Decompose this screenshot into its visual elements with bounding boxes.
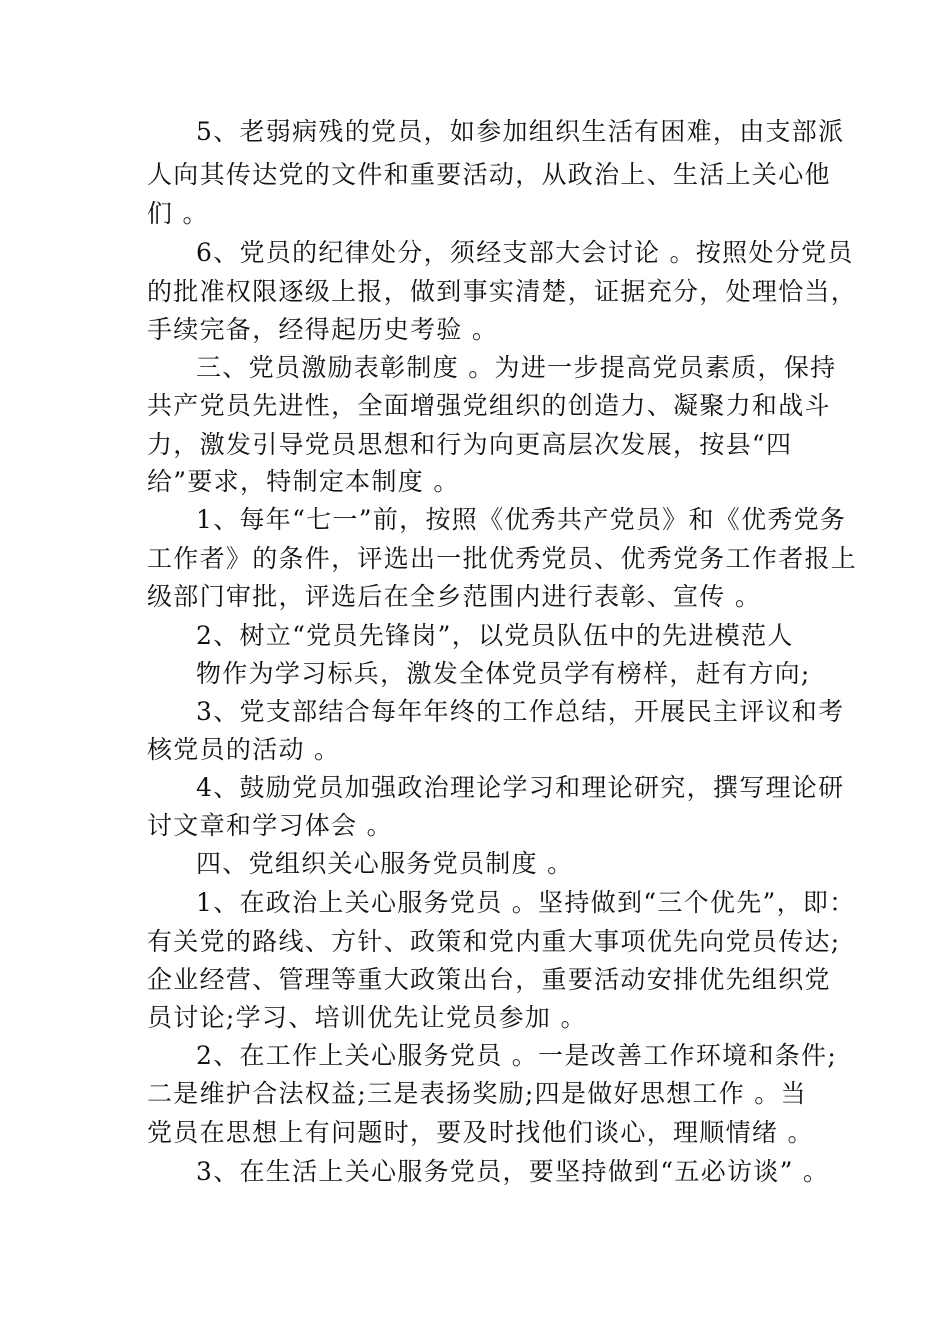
text-line: 四、党组织关心服务党员制度 。 (196, 849, 574, 878)
text-line: 3、党支部结合每年年终的工作总结，开展民主评议和考 (196, 697, 845, 726)
text-line: 党员在思想上有问题时，要及时找他们谈心，理顺情绪 。 (147, 1118, 814, 1147)
text-line: 企业经营、管理等重大政策出台，重要活动安排优先组织党 (147, 965, 831, 994)
text-line: 1、在政治上关心服务党员 。坚持做到“三个优先”，即： (196, 888, 856, 917)
text-line: 2、树立“党员先锋岗”，以党员队伍中的先进模范人 (196, 621, 794, 650)
text-line: 的批准权限逐级上报，做到事实清楚，证据充分，处理恰当， (147, 277, 858, 306)
text-line: 6、党员的纪律处分，须经支部大会讨论 。按照处分党员 (196, 238, 854, 267)
text-line: 核党员的活动 。 (147, 735, 341, 764)
text-line: 员讨论;学习、培训优先让党员参加 。 (147, 1003, 587, 1032)
text-line: 讨文章和学习体会 。 (147, 811, 393, 840)
text-line: 力，激发引导党员思想和行为向更高层次发展，按县“四 (147, 430, 793, 459)
text-line: 5、老弱病残的党员，如参加组织生活有困难，由支部派 (196, 117, 845, 146)
text-line: 1、每年“七一”前，按照《优秀共产党员》和《优秀党务 (196, 505, 847, 534)
text-line: 工作者》的条件，评选出一批优秀党员、优秀党务工作者报上 (147, 544, 858, 573)
text-line: 二是维护合法权益;三是表扬奖励;四是做好思想工作 。当 (147, 1079, 807, 1108)
text-line: 手续完备，经得起历史考验 。 (147, 315, 499, 344)
text-line: 级部门审批，评选后在全乡范围内进行表彰、宣传 。 (147, 582, 762, 611)
text-line: 物作为学习标兵，激发全体党员学有榜样，赶有方向; (196, 659, 811, 688)
text-line: 3、在生活上关心服务党员，要坚持做到“五必访谈” 。 (196, 1157, 830, 1186)
text-line: 4、鼓励党员加强政治理论学习和理论研究，撰写理论研 (196, 773, 845, 802)
text-line: 三、党员激励表彰制度 。为进一步提高党员素质，保持 (196, 353, 837, 382)
text-line: 有关党的路线、方针、政策和党内重大事项优先向党员传达; (147, 927, 841, 956)
text-line: 给”要求，特制定本制度 。 (147, 467, 460, 496)
text-line: 2、在工作上关心服务党员 。一是改善工作环境和条件; (196, 1041, 838, 1070)
text-line: 们 。 (147, 199, 209, 228)
text-line: 人向其传达党的文件和重要活动，从政治上、生活上关心他 (147, 160, 831, 189)
text-line: 共产党员先进性，全面增强党组织的创造力、凝聚力和战斗 (147, 391, 831, 420)
